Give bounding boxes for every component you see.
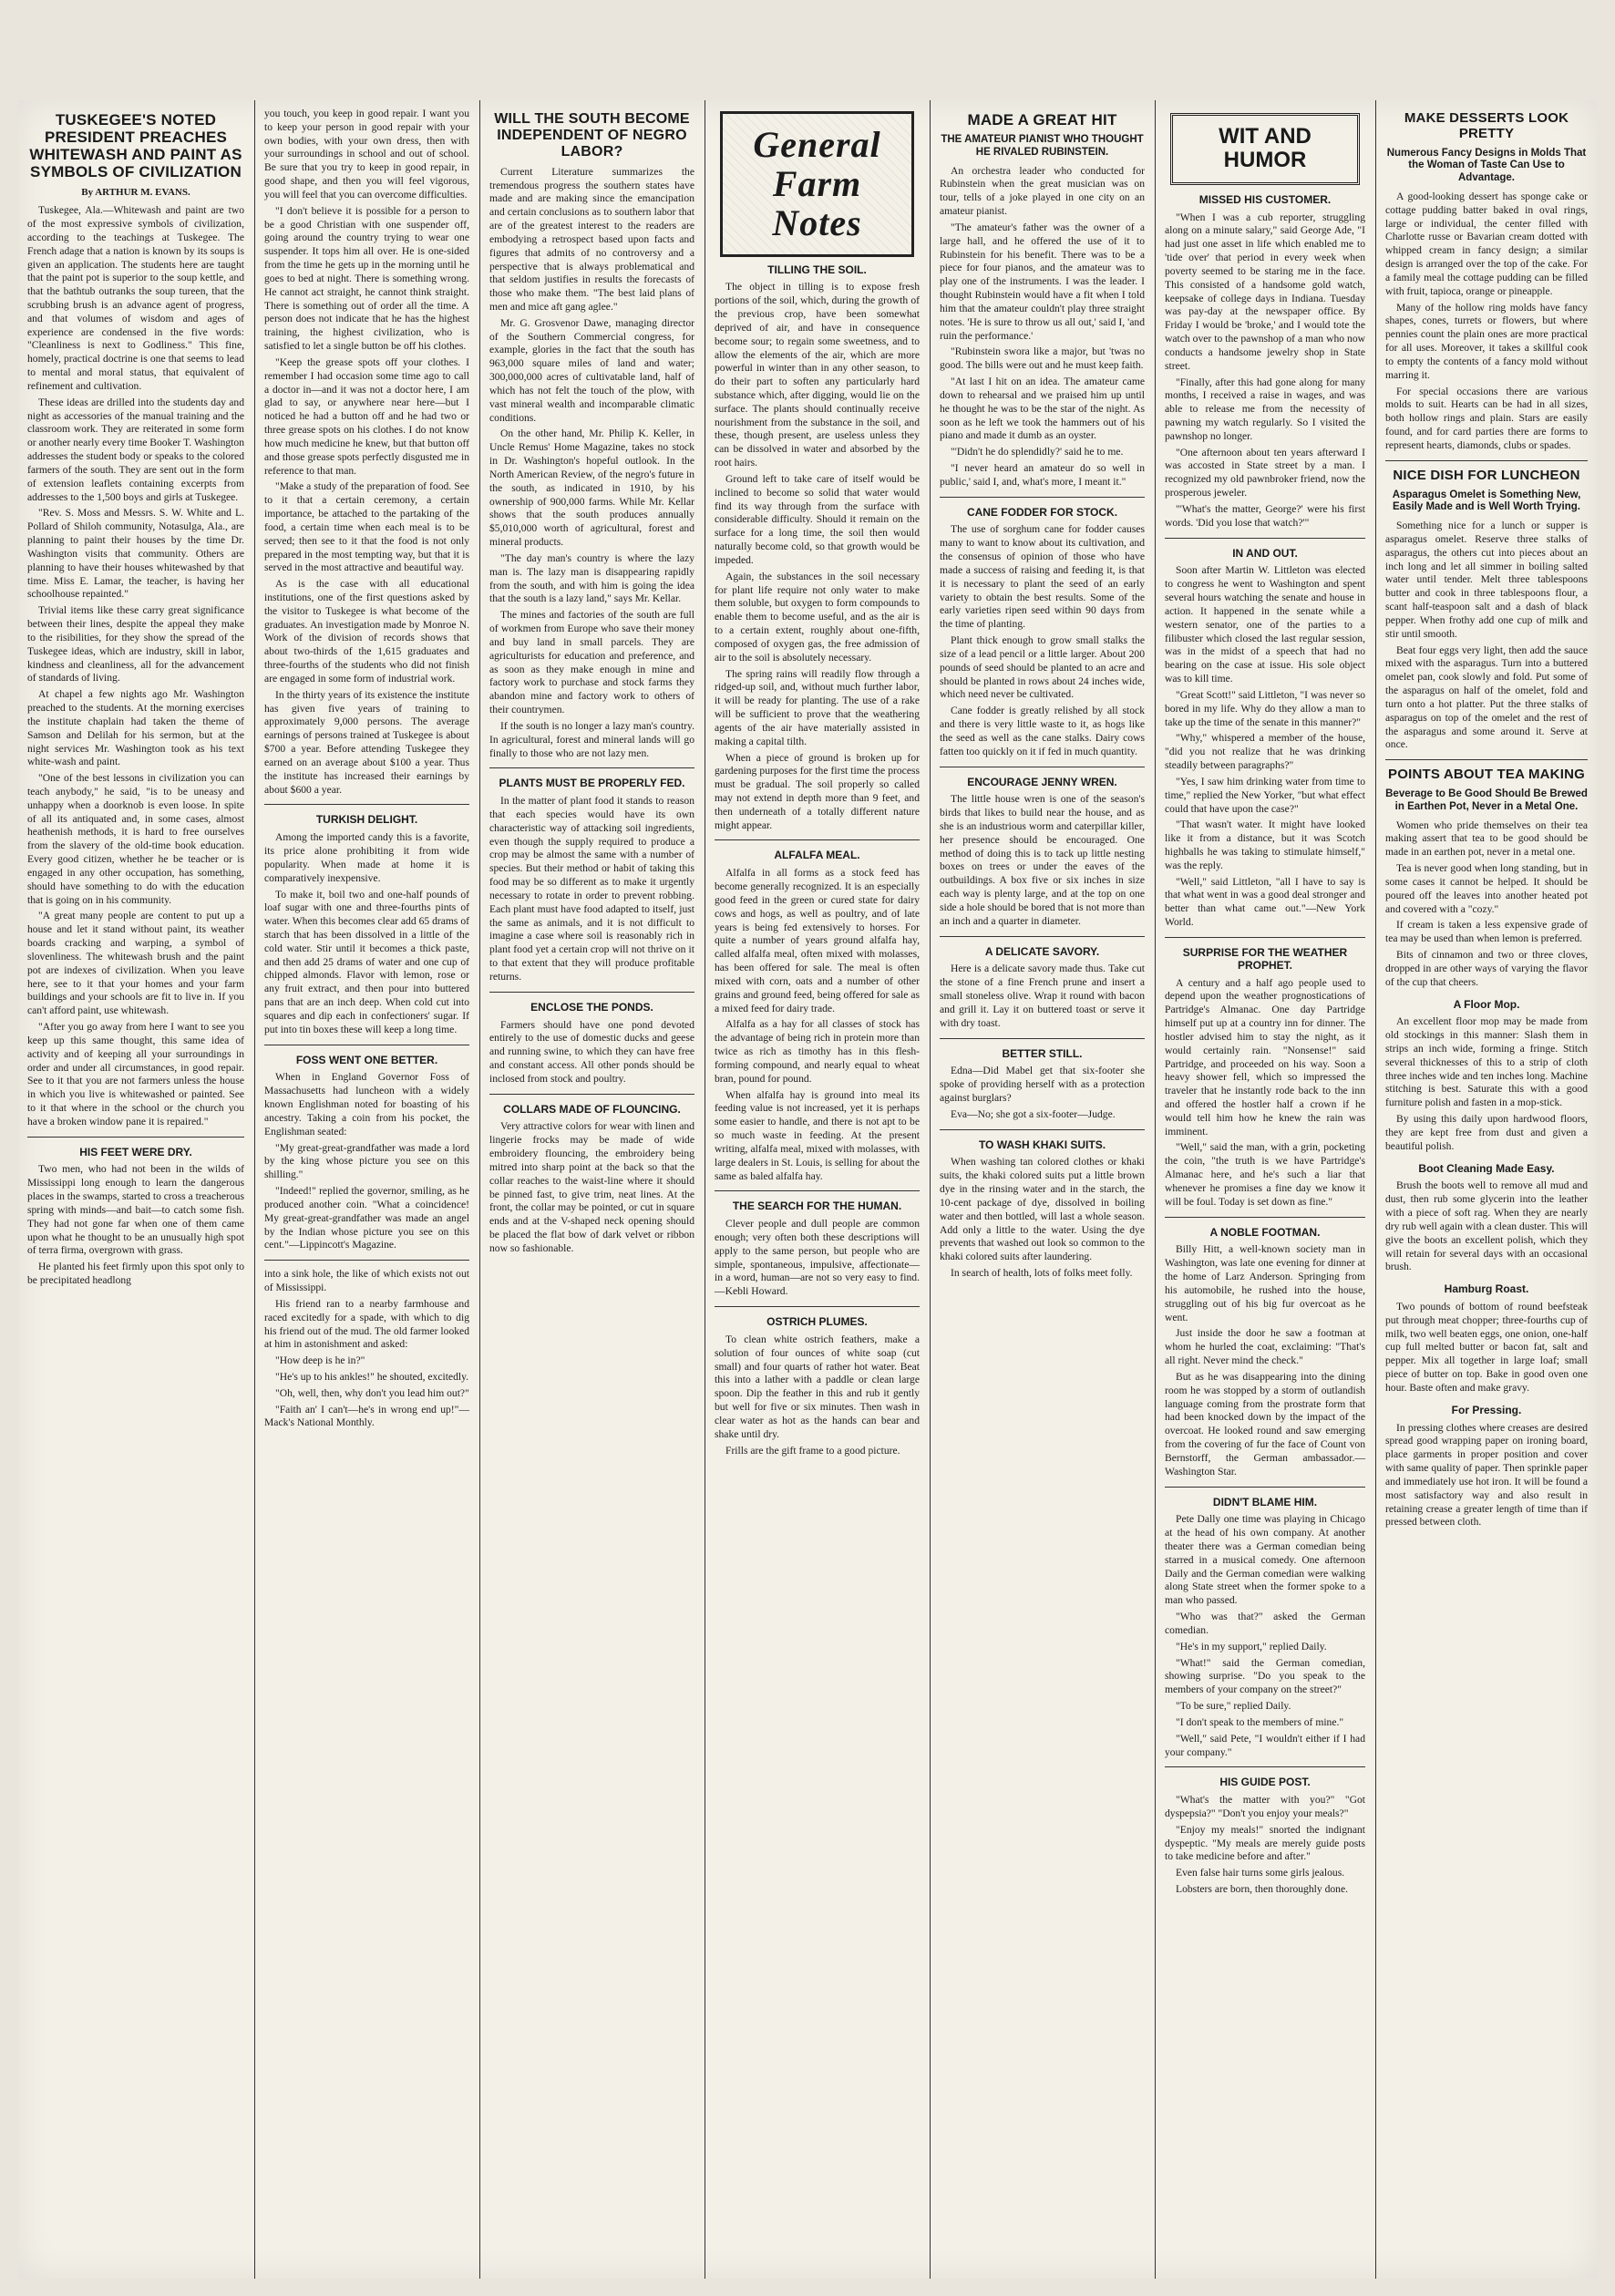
paragraph: In the matter of plant food it stands to reason that each species would have its own characteristic way of attacking soil ingredients, even though the supply required to produce a crop may be almost the same with a number of species. But their method or habit of taking this food may be so different as to make it urgently necessary to rotate in order to prevent robbing. Each plant must have food adapted to itself, just the same as animals, and it is not difficult to imagine a case where soil is reasonably rich in plant food yet a certain crop will not thrive on it to that extent that they will produce profitable returns. <box>489 795 694 983</box>
paragraph: "Who was that?" asked the German comedian. <box>1165 1611 1365 1636</box>
paragraph: The spring rains will readily flow through a ridged-up soil, and, without much further labor, it will be ready for planting. The use of a rake will be sufficient to prove that the weathering agents of the air have materially assisted in making a capital tilth. <box>715 667 920 747</box>
paragraph: Bits of cinnamon and two or three cloves, dropped in are other ways of varying the flavor of the cup that cheers. <box>1385 949 1588 988</box>
divider <box>715 1190 920 1191</box>
paragraph: For special occasions there are various molds to suit. Hearts can be had in all sizes, both hollow rings and plain. Stars are easily found, and for card parties there are forms to represent hearts, diamonds, clubs or spades. <box>1385 385 1588 451</box>
newspaper-page <box>18 100 1597 2279</box>
paragraph: Farmers should have one pond devoted entirely to the use of domestic ducks and geese and running swine, to which they can have free and constant access. All other ponds should be inclosed from stock and poultry. <box>489 1018 694 1085</box>
headline-in-and-out: IN AND OUT. <box>1232 546 1298 560</box>
paragraph: A century and a half ago people used to depend upon the weather prognostications of Partridge's Almanac. One day Partridge himself put up at a country inn for dinner. The hostler advised him to stay the night, as it would certainly rain. "Nonsense!" said Partridge, and proceeded on his way. Soon a heavy shower fell, which so impressed the traveler that he instantly rode back to the inn and offered the hostler half a crown if he would tell him how he knew the rain was imminent. <box>1165 976 1365 1138</box>
paragraph: "I don't believe it is possible for a person to be a good Christian with one suspender off, going around the country trying to wear one suspender. It tops him all over. He is one-sided from the time he gets up in the morning until he goes to bed at night. There is something wrong. He cannot act straight, he cannot think straight. There is something out of order all the time. A person does not indicate that he has the highest training, the highest civilization, who is satisfied to let a single button be off his clothes. <box>264 204 469 353</box>
paragraph: Clever people and dull people are common enough; very often both these descriptions will apply to the same person, but people who are simple, spontaneous, impulsive, affectionate—in a word, human—are not so very easy to find.—Kebli Howard. <box>715 1218 920 1298</box>
paragraph: To clean white ostrich feathers, make a solution of four ounces of white soap (cut small) and four quarts of rather hot water. Beat this into a lather with a paddle or clean large spoon. Dip the feather in this and rub it gently but well for five or six minutes. Then wash in clear water as hot as the hands can bear and shake until dry. <box>715 1333 920 1440</box>
paragraph: "Well," said the man, with a grin, pocketing the coin, "the truth is we have Partridge's Almanac here, and he's such a liar that whenever he promises a fine day we know it will be foul. Today is set down as fine." <box>1165 1141 1365 1208</box>
paragraph: An orchestra leader who conducted for Rubinstein when the great musician was on tour, tells of a joke played in one city on an amateur pianist. <box>940 164 1145 218</box>
paragraph: "What's the matter with you?" "Got dyspepsia?" "Don't you enjoy your meals?" <box>1165 1794 1365 1819</box>
headline-guide-post: HIS GUIDE POST. <box>1219 1776 1311 1789</box>
paragraph: Among the imported candy this is a favorite, its price alone prohibiting it from wide popularity. When made at home it is comparatively inexpensive. <box>264 831 469 884</box>
divider <box>489 992 694 993</box>
paragraph: Edna—Did Mabel get that six-footer she spoke of providing herself with as a protection against burglars? <box>940 1065 1145 1105</box>
paragraph: The object in tilling is to expose fresh portions of the soil, which, during the growth of the previous crop, have been somewhat deprived of air, and have in consequence become sour; to regain some sweetness, and to allow the elements of the air, which are more powerful in winter than in any other season, to do their part to soften any particularly hard substance which, after digging, would lie on the surface. The plants should continually receive nourishment from the substance in the soil, and these, though present, are useless unless they can be dissolved in water and absorbed by the root hairs. <box>715 281 920 469</box>
column-2 <box>255 100 478 2279</box>
headline-jenny-wren: ENCOURAGE JENNY WREN. <box>967 775 1117 788</box>
paragraph: "Why," whispered a member of the house, "did you not realize that he was drinking steadily between paragraphs?" <box>1165 732 1365 772</box>
paragraph: Just inside the door he saw a footman at whom he hurled the coat, exclaiming: "That's all right. Never mind the check." <box>1165 1327 1365 1367</box>
divider <box>1385 460 1588 461</box>
paragraph: "Enjoy my meals!" snorted the indignant dyspeptic. "My meals are merely guide posts to take medicine before and after." <box>1165 1823 1365 1863</box>
paragraph: "At last I hit on an idea. The amateur came down to rehearsal and we praised him up until he thought he was to be the star of the night. As soon as he left we took the hammers out of his piano and made it dumb as an oyster. <box>940 376 1145 442</box>
headline-enclose-ponds: ENCLOSE THE PONDS. <box>530 1000 653 1014</box>
divider <box>1165 937 1365 938</box>
paragraph: When a piece of ground is broken up for gardening purposes for the first time the process must be gradual. The soil properly so called may not extend in depth more than 9 feet, and then underneath of a totally different nature might appear. <box>715 751 920 831</box>
paragraph: "Rev. S. Moss and Messrs. S. W. White and L. Pollard of Shiloh community, Notasulga, Ala., are planning to paint their houses by the time Dr. Washington visits that community. Others are planning to have their houses whitewashed by that time. Miss E. Lamar, the teacher, is having her schoolhouse repainted." <box>27 507 244 601</box>
paragraph: Alfalfa as a hay for all classes of stock has the advantage of being rich in protein more than twice as rich as timothy has in this flesh-forming compound, and nearly equal to wheat bran, pound for pound. <box>715 1018 920 1085</box>
divider <box>715 839 920 840</box>
paragraph: When in England Governor Foss of Massachusetts had luncheon with a widely known Englishman noted for boasting of his ancestry. Taking a coin from his pocket, the Englishman seated: <box>264 1071 469 1138</box>
divider <box>940 1038 1145 1039</box>
paragraph: Women who pride themselves on their tea making assert that tea to be good should be made in an earthen pot, never in a metal one. <box>1385 819 1588 859</box>
paragraph: you touch, you keep in good repair. I want you to keep your person in good repair with your own bodies, with your own dress, then with your surroundings in school and out of school. Be sure that you try to keep in good repair, in good shape, and then you will feel vigorous, you will feel that you can overcome difficulties. <box>264 108 469 201</box>
divider <box>489 1094 694 1095</box>
headline-south-labor: WILL THE SOUTH BECOME INDEPENDENT OF NEGRO LABOR? <box>494 111 690 160</box>
paragraph: To make it, boil two and one-half pounds of loaf sugar with one and three-fourths pints of water. When this becomes clear add 65 drams of starch that has been dissolved in a little of the cold water. Stir until it becomes a thick paste, and then add 25 drams of water and one cup of chipped almonds. Flavor with lemon, rose or any fruit extract, and then pour into buttered pans that are an inch deep. When cold cut into squares and dip each in confectioners' sugar. If put into tin boxes these will keep a long time. <box>264 888 469 1035</box>
paragraph: "Indeed!" replied the governor, smiling, as he produced another coin. "What a coincidence! My great-great-grandfather was made an angel by the Indian whose picture you see on this cent."—Lippincott's Magazine. <box>264 1185 469 1251</box>
paragraph: "I never heard an amateur do so well in public,' said I, and, what's more, I meant it." <box>940 462 1145 488</box>
headline-plants-fed: PLANTS MUST BE PROPERLY FED. <box>499 777 685 790</box>
paragraph: "He's in my support," replied Daily. <box>1176 1640 1327 1653</box>
paragraph: "Well," said Pete, "I wouldn't either if I had your company." <box>1165 1732 1365 1758</box>
column-5 <box>931 100 1154 2279</box>
wit-and-humor-title: WIT AND HUMOR <box>1170 113 1360 185</box>
headline-khaki: TO WASH KHAKI SUITS. <box>978 1138 1106 1151</box>
column-7 <box>1376 100 1597 2279</box>
headline-desserts: MAKE DESSERTS LOOK PRETTY <box>1404 110 1569 141</box>
headline-turkish-delight: TURKISH DELIGHT. <box>315 813 418 827</box>
paragraph: "Rubinstein swora like a major, but 'twas no good. The bills were out and he must keep faith. <box>940 345 1145 372</box>
paragraph: Brush the boots well to remove all mud and dust, then rub some glycerin into the leather with a piece of soft rag. When they are nearly dry rub well again with a clean duster. This will give the boots an excellent polish, which they will retain for several days with an occasional brush. <box>1385 1179 1588 1273</box>
divider <box>940 497 1145 498</box>
paragraph: Lobsters are born, then thoroughly done. <box>1176 1883 1348 1896</box>
column-6 <box>1156 100 1374 2279</box>
paragraph: Current Literature summarizes the tremendous progress the southern states have made and are making since the emancipation and certain conclusions as to southern labor that are of the greatest interest to the readers are embodying a retrospect based upon facts and figures that admits of no controversy and a perspective that is always problematical and that seldom justifies in results the forecasts of those who make them. "The best laid plans of men and mice aft gang aglee." <box>489 165 694 313</box>
paragraph: But as he was disappearing into the dining room he was stopped by a storm of outlandish language coming from the prostrate form that had been knocked down by the impact of the overcoat. He looked round and saw emerging from the covering of fur the face of Count von Bernstorff, the German ambassador.—Washington Star. <box>1165 1370 1365 1477</box>
paragraph: His friend ran to a nearby farmhouse and raced excitedly for a spade, with which to dig his friend out of the mud. The old farmer looked at him in astonishment and asked: <box>264 1297 469 1351</box>
headline-hamburg-roast: Hamburg Roast. <box>1444 1282 1529 1296</box>
paragraph: "The day man's country is where the lazy man is. The lazy man is disappearing rapidly from the south, and with him is going the idea that the south is a lazy land," says Mr. Kellar. <box>489 551 694 605</box>
paragraph: When alfalfa hay is ground into meal its feeding value is not increased, yet it is perhaps some easier to handle, and there is not apt to be so much waste in feeding. At the present writing, alfalfa meal, mixed with molasses, with large dealers in St. Louis, is selling for about the same as baled alfalfa hay. <box>715 1088 920 1182</box>
divider <box>1165 1766 1365 1767</box>
headline-ostrich: OSTRICH PLUMES. <box>766 1315 868 1329</box>
divider <box>715 1306 920 1307</box>
paragraph: If cream is taken a less expensive grade of tea may be used than when lemon is preferred. <box>1385 919 1588 945</box>
paragraph: Frills are the gift frame to a good picture. <box>725 1444 900 1457</box>
paragraph: "What!" said the German comedian, showing surprise. "Do you speak to the members of your company on the street?" <box>1165 1656 1365 1696</box>
paragraph: Ground left to take care of itself would be inclined to become so solid that water would find its way through from the surface with considerable difficulty. Should it remain on the surface for a long time, the soil then would naturally become cold, so that growth would be impeded. <box>715 472 920 566</box>
paragraph: Cane fodder is greatly relished by all stock and there is very little waste to it, as hogs like the seed as well as the cane stalks. Dairy cows fatten too quickly on it if fed in much quantity. <box>940 705 1145 757</box>
paragraph: Mr. G. Grosvenor Dawe, managing director of the Southern Commercial congress, for example, glories in the fact that the south has 963,000 square miles of land and water; 300,000,000 acres of cultivatable land, half of which has not felt the touch of the plow, with vast mineral wealth and incomparable climatic conditions. <box>489 316 694 424</box>
paragraph: "How deep is he in?" <box>275 1354 365 1367</box>
paragraph: Plant thick enough to grow small stalks the size of a lead pencil or a little larger. About 200 pounds of seed should be planted to an acre and should be planted in rows about 24 inches wide, which need never be cultivated. <box>940 634 1145 701</box>
paragraph: "Oh, well, then, why don't you lead him out?" <box>275 1386 469 1399</box>
headline-cane-fodder: CANE FODDER FOR STOCK. <box>966 505 1118 519</box>
paragraph: Beat four eggs very light, then add the sauce mixed with the asparagus. Turn into a buttered omelet pan, cook slowly and fold. Put some of the asparagus on half of the omelet, fold and turn onto a hot platter. Put the three stalks of asparagus on top of the omelet and the rest of the asparagus and some around it. Serve at once. <box>1385 643 1588 751</box>
headline-alfalfa: ALFALFA MEAL. <box>774 849 860 862</box>
column-1 <box>18 100 253 2279</box>
paragraph: Alfalfa in all forms as a stock feed has become generally recognized. It is an especially good feed in the green or cured state for dairy cows and hogs, as well as poultry, and of late years is being fed extensively to horses. For quite a number of years ground alfalfa hay, called alfalfa meal, often mixed with molasses, has been offered for sale. The meal is often mixed with corn, oats and a number of other grains and ground feed, being offered for sale as a mixed feed for dairy trade. <box>715 867 920 1014</box>
headline-tea: POINTS ABOUT TEA MAKING <box>1388 767 1585 783</box>
paragraph: Eva—No; she got a six-footer—Judge. <box>951 1107 1116 1120</box>
headline-missed-customer: MISSED HIS CUSTOMER. <box>1198 192 1332 206</box>
headline-weather-prophet: SURPRISE FOR THE WEATHER PROPHET. <box>1182 945 1348 972</box>
paragraph: Again, the substances in the soil necessary for plant life require not only water to make them soluble, but oxygen to form compounds to enable them to become useful, and as the air is to a certain extent, roughly about one-fifth, composed of oxygen gas, the free admission of air to the soil is absolutely necessary. <box>715 570 920 664</box>
paragraph: "'Didn't he do splendidly?' said he to me. <box>951 446 1124 458</box>
paragraph: "Keep the grease spots off your clothes. I remember I had occasion some time ago to call a doctor in—and it was not a doctor here, I am glad to say, or anywhere near here—but I noticed he had a button off and he had two or three grease spots on his clothes. I do not know how much medicine he knew, but that button off and those grease spots perfectly disgusted me in reference to that man. <box>264 355 469 477</box>
paragraph: A good-looking dessert has sponge cake or cottage pudding batter baked in oval rings, large or individual, the center filled with Charlotte russe or Bavarian cream dotted with whipped cream in fancy design; a similar design is arranged over the top of the cake. For a family meal the cottage pudding can be filled with fruit, tapioca, orange or pineapple. <box>1385 190 1588 297</box>
byline: By ARTHUR M. EVANS. <box>81 187 190 199</box>
paragraph: "One of the best lessons in civilization you can teach anybody," he said, "is to be uneasy and unhappy when a doorknob is even loose. In spite of all its antiquated and, in some cases, almost heathenish methods, it is hard to free ourselves from the slavery of the old-time book education. Every good citizen, whether he be teacher or is engaged in any other occupation, has something, should have something to do with the education that is going on in his community. <box>27 772 244 906</box>
general-farm-notes-title: General Farm Notes <box>720 111 914 257</box>
paragraph: "I don't speak to the members of mine." <box>1176 1715 1344 1728</box>
paragraph: "'What's the matter, George?' were his first words. 'Did you lose that watch?'" <box>1165 502 1365 529</box>
subhead-desserts: Numerous Fancy Designs in Molds That the Woman of Taste Can Use to Advantage. <box>1386 147 1587 184</box>
headline-luncheon: NICE DISH FOR LUNCHEON <box>1393 467 1580 483</box>
headline-boot-cleaning: Boot Cleaning Made Easy. <box>1418 1161 1555 1175</box>
headline-floor-mop: A Floor Mop. <box>1453 997 1520 1011</box>
divider <box>489 767 694 768</box>
paragraph: On the other hand, Mr. Philip K. Keller, in Uncle Remus' Home Magazine, takes no stock in Dr. Washington's hopeful outlook. In the North American Review, of the negro's future in the south, as indicated in 1910, by his ownership of 900,000 farms. While Mr. Kellar shows that the south produces annually $5,010,000 worth of agricultural, forest and mineral products. <box>489 427 694 549</box>
headline-great-hit: MADE A GREAT HIT <box>967 111 1117 129</box>
paragraph: At chapel a few nights ago Mr. Washington preached to the students. At the morning exercises the institute chaplain had taken the theme of Samson and Delilah for his sermon, but at the night services Mr. Washington took as his text white-wash and paint. <box>27 688 244 768</box>
paragraph: Here is a delicate savory made thus. Take cut the stone of a fine French prune and insert a small stoneless olive. Wrap it round with bacon and grill it. Lay it on buttered toast or serve it with dry toast. <box>940 963 1145 1029</box>
paragraph: In search of health, lots of folks meet folly. <box>951 1267 1133 1280</box>
paragraph: Pete Dally one time was playing in Chicago at the head of his own company. At another theater there was a German comedian being starred in a musical comedy. One afternoon Daily and the German comedian were walking along State street when the former spoke to a man who passed. <box>1165 1513 1365 1607</box>
divider <box>27 1137 244 1138</box>
headline-search-human: THE SEARCH FOR THE HUMAN. <box>732 1199 902 1213</box>
divider <box>264 1260 469 1261</box>
paragraph: Soon after Martin W. Littleton was elected to congress he went to Washington and spent several hours watching the senate and house in action. It happened in the senate while a western senator, one of the parties to a filibuster which closed the last regular session, was in the midst of a speech that had no bearing on the case at issue. His sole object was to kill time. <box>1165 564 1365 685</box>
paragraph: "Faith an' I can't—he's in wrong end up!"—Mack's National Monthly. <box>264 1403 469 1429</box>
paragraph: Two men, who had not been in the wilds of Mississippi long enough to learn the dangerous places in the swamps, started to cross a treacherous spring with minds—and bait—to catch some fish. They had not gone far when one of them came upon what he thought to be an unusually high spot of terra firma, overgrown with grass. <box>27 1163 244 1257</box>
paragraph: "He's up to his ankles!" he shouted, excitedly. <box>275 1370 469 1383</box>
paragraph: He planted his feet firmly upon this spot only to be precipitated headlong <box>27 1261 244 1287</box>
headline-savory: A DELICATE SAVORY. <box>984 944 1100 958</box>
divider <box>264 804 469 805</box>
paragraph: "Make a study of the preparation of food. See to it that a certain ceremony, a certain importance, be attached to the partaking of the food, a certain time when each meal is to be served; then see to it that the food is not only prepared in the most tempting way, but that it is served in the most attractive and beautiful way. <box>264 480 469 574</box>
headline-tuskegee: TUSKEGEE'S NOTED PRESIDENT PREACHES WHITEWASH AND PAINT AS SYMBOLS OF CIVILIZATION <box>29 111 242 181</box>
subhead-pianist: THE AMATEUR PIANIST WHO THOUGHT HE RIVALED RUBINSTEIN. <box>941 134 1144 158</box>
headline-feet-dry: HIS FEET WERE DRY. <box>79 1145 192 1158</box>
headline-foss: FOSS WENT ONE BETTER. <box>295 1053 438 1066</box>
paragraph: "After you go away from here I want to see you keep up this same thought, this same idea of activity and of keeping all your surroundings in order and under all circumstances, in good repair. See to it that you are not farmers unless the house in which you live is whitewashed or painted. See to it that where in the school or the church you have a broken window pane it is repaired." <box>27 1021 244 1127</box>
divider <box>1385 759 1588 760</box>
paragraph: "One afternoon about ten years afterward I was accosted in State street by a man. I recognized my old pawnbroker friend, now the prosperous jeweler. <box>1165 446 1365 499</box>
paragraph: Many of the hollow ring molds have fancy shapes, cones, turrets or flowers, but where pennies count the plain ones are more practical for all uses. Moreover, it takes a skillful cook to empty the contents of a fancy mold without marring it. <box>1385 301 1588 381</box>
column-3 <box>480 100 704 2279</box>
paragraph: "To be sure," replied Daily. <box>1176 1700 1291 1713</box>
paragraph: "Great Scott!" said Littleton, "I was never so bored in my life. Why do they allow a man to take up the time of the senate in this manner?" <box>1165 688 1365 728</box>
subhead-tea: Beverage to Be Good Should Be Brewed in Earthen Pot, Never in a Metal One. <box>1385 788 1588 812</box>
paragraph: Billy Hitt, a well-known society man in Washington, was late one evening for dinner at the home of Larz Anderson. Springing from his automobile, he rushed into the house, struggling out of his big fur overcoat as he went. <box>1165 1243 1365 1323</box>
paragraph: By using this daily upon hardwood floors, they are kept free from dust and given a beautiful polish. <box>1385 1113 1588 1152</box>
paragraph: In the thirty years of its existence the institute has given five years of training to approximately 9,000 persons. The average earnings of persons trained at Tuskegee is about $700 a year. Before attending Tuskegee they earned on an average about $100 a year. Thus the institute has increased their earnings by about $600 a year. <box>264 688 469 796</box>
headline-noble-footman: A NOBLE FOOTMAN. <box>1209 1225 1321 1239</box>
paragraph: Very attractive colors for wear with linen and lingerie frocks may be made of wide embroidery flouncing, the embroidery being mitred into sharp point at the back so that the collar reaches to the waist-line where it should be pinned fast, to give trim, neat lines. At the front, the collar may be pointed, or cut in square ends and at the V-shaped neck opening should be placed the flat bow of dark velvet or ribbon now so fashionable. <box>489 1120 694 1254</box>
divider <box>940 1129 1145 1130</box>
subhead-luncheon: Asparagus Omelet is Something New, Easily Made and is Well Worth Trying. <box>1392 489 1581 513</box>
paragraph: Two pounds of bottom of round beefsteak put through meat chopper; three-fourths cup of milk, two well beaten eggs, one onion, one-half cup full melted butter or bacon fat, salt and pepper. Mix all together in large loaf; small piece of butter on top. Bake in good oven one hour. Baste often and make gravy. <box>1385 1300 1588 1394</box>
paragraph: "That wasn't water. It might have looked like it from a distance, but it was Scotch highballs he was taking to stimulate himself," was the reply. <box>1165 819 1365 871</box>
paragraph: "When I was a cub reporter, struggling along on a minute salary," said George Ade, "I had just one asset in life which enabled me to 'tide over' that period in every week when poverty seemed to be staring me in the face. This consisted of a handsome gold watch, keepsake of college days in Indiana. Tuesday was pay-day at the newspaper office. By Friday I would be 'broke,' and I would tote the watch over to the pawnshop of a man who now conducts a handsome jewelry shop in State street. <box>1165 211 1365 372</box>
paragraph: "The amateur's father was the owner of a large hall, and he offered the use of it to Rubinstein for his benefit. There was to be a piece for four pianos, and the amateur was to play one of the instruments. I was the leader. I thought Rubinstein would have a fit when I told him that the amateur couldn't play three straight notes. 'He is sure to throw us all out,' said I, 'and ruin the performance.' <box>940 221 1145 342</box>
paragraph: An excellent floor mop may be made from old stockings in this manner: Slash them in strips an inch wide, forming a fringe. Stitch several thicknesses of this to a strip of cloth three inches wide and ten inches long. Machine stitching is best. Saturate this with a good furniture polish and fasten in a mop-stick. <box>1385 1015 1588 1109</box>
paragraph: "Finally, after this had gone along for many months, I received a raise in wages, and was able to release me from the necessity of pawning my watch regularly. So I visited the pawnshop no longer. <box>1165 376 1365 442</box>
paragraph: If the south is no longer a lazy man's country. In agricultural, forest and mineral lands will go finally to those who are not lazy men. <box>489 719 694 759</box>
headline-collars: COLLARS MADE OF FLOUNCING. <box>503 1102 681 1116</box>
headline-pressing: For Pressing. <box>1451 1403 1522 1416</box>
paragraph: These ideas are drilled into the students day and night as accessories of the manual training and the classroom work. They are reiterated in some form or another nearly every time Booker T. Washington addresses the student body or speaks to the colored farmers of the south. They are sent out in the form of extension leaflets containing excerpts from addresses to the 1,500 boys and girls at Tuskegee. <box>27 396 244 503</box>
paragraph: Even false hair turns some girls jealous. <box>1176 1867 1345 1879</box>
headline-didnt-blame: DIDN'T BLAME HIM. <box>1212 1495 1318 1508</box>
paragraph: Something nice for a lunch or supper is asparagus omelet. Reserve three stalks of asparagus, the others cut into pieces about an inch long and let all simmer in boiling salted water until tender. Melt three tablespoons butter and cook in three tablespoons flour, a scant half-teaspoon salt and a dash of black pepper. When frothy add one cup of milk and stir until smooth. <box>1385 520 1588 640</box>
paragraph: Tuskegee, Ala.—Whitewash and paint are two of the most expressive symbols of civilization, according to the teachings at Tuskegee. The French adage that a nation is known by its soups is given an application. The students here are taught that the paint pot is superior to the soup kettle, and that the bathtub outranks the soup tureen, that the scrubbing brush is an advance agent of progress, and that volumes of wisdom and ages of experience are condensed in the five words: "Cleanliness is next to Godliness." This fine, homely, practical doctrine is one that seems to lead to mental and moral status, that equivalent of refinement and cultivation. <box>27 204 244 392</box>
paragraph: As is the case with all educational institutions, one of the first questions asked by the visitor to Tuskegee is what become of the graduates. An investigation made by Monroe N. Work of the division of records shows that about two-thirds of the 1,615 graduates and three-fourths of the students who did not finish are engaged in some form of industrial work. <box>264 578 469 685</box>
paragraph: When washing tan colored clothes or khaki suits, the khaki colored suits put a little brown dye in the rinsing water and in the starch, the 10-cent package of dye, dissolved in boiling water and then bottled, will last a whole season. Add only a little to the water. Using the dye prevents that washed out look so common to the khaki colored suits after laundering. <box>940 1156 1145 1263</box>
divider <box>1165 1487 1365 1488</box>
paragraph: Trivial items like these carry great significance between their lines, despite the appeal they make to the risibilities, for they show the spread of the Tuskegee ideas, which are industry, skill in labor, kindness and cleanliness, all for the advancement of standards of living. <box>27 604 244 685</box>
column-4 <box>705 100 929 2279</box>
divider <box>1165 1217 1365 1218</box>
headline-better-still: BETTER STILL. <box>1002 1046 1083 1060</box>
paragraph: The use of sorghum cane for fodder causes many to want to know about its cultivation, and the consensus of opinion of those who have made a success of raising and feeding it, is that it is necessary to plant the seed of an early variety to obtain the best results. Some of the early varieties ripen seed within 90 days from the time of planting. <box>940 523 1145 631</box>
headline-tilling: TILLING THE SOIL. <box>767 263 867 276</box>
paragraph: Tea is never good when long standing, but in some cases it cannot be helped. It should be poured off the leaves into another heated pot and covered with a "cozy." <box>1385 862 1588 915</box>
paragraph: into a sink hole, the like of which exists not out of Mississippi. <box>264 1268 469 1294</box>
paragraph: "A great many people are content to put up a house and let it stand without paint, its weather boards cracking and warping, a symbol of slovenliness. The whitewash brush and the paint pot are indexes of civilization. When you leave here, see to it that your homes and your farm buildings and your schools are fit to live in. If you can't afford paint, use whitewash. <box>27 910 244 1017</box>
paragraph: "Well," said Littleton, "all I have to say is that what went in was a good deal stronger and better than what came out."—New York World. <box>1165 875 1365 929</box>
divider <box>940 936 1145 937</box>
paragraph: "Yes, I saw him drinking water from time to time," replied the New Yorker, "but what effect could that have upon the case?" <box>1165 775 1365 815</box>
paragraph: In pressing clothes where creases are desired spread good wrapping paper on ironing board, place garments in proper position and cover with same quality of paper. Then sprinkle paper and immediately use hot iron. It will be found a most satisfactory way and also result in retaining crease a greater length of time than if pressed between cloth. <box>1385 1421 1588 1529</box>
paragraph: The little house wren is one of the season's birds that likes to build near the house, and as she is an industrious worm and caterpillar killer, her presence should be encouraged. One method of doing this is to tack up little nesting boxes on trees or under the eaves of the outbuildings. A box five or six inches in size each way is plenty large, and at the top on one side a hole should be bored that is not more than an inch and a quarter in diameter. <box>940 793 1145 927</box>
paragraph: The mines and factories of the south are full of workmen from Europe who save their money and buy land in small parcels. They are agriculturists for education and preference, and as soon as they make enough in mine and factory work to purchase and stock farms they abandon mine and factory work to others of their countrymen. <box>489 609 694 716</box>
paragraph: "My great-great-grandfather was made a lord by the king whose picture you see on this shilling." <box>264 1141 469 1181</box>
divider <box>1165 538 1365 539</box>
